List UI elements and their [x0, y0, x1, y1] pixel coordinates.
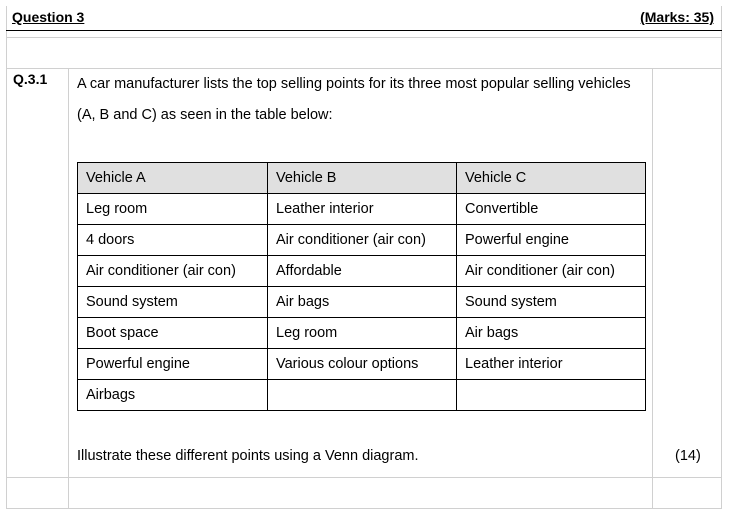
question-title: Question 3: [12, 9, 85, 25]
question-marks: (14): [675, 448, 701, 464]
column-header: Vehicle A: [78, 163, 268, 194]
question-intro: A car manufacturer lists the top selling points for its three most popular selling vehicles (A, B and C) as seen in the table below:: [77, 76, 631, 123]
table-cell: Air bags: [268, 287, 457, 318]
table-cell: Airbags: [78, 380, 268, 411]
table-row: [78, 318, 646, 349]
table-row: [78, 349, 646, 380]
table-cell: [457, 380, 646, 411]
grid-line-col-1: [68, 68, 69, 508]
table-cell: Affordable: [268, 256, 457, 287]
table-cell: Leg room: [78, 194, 268, 225]
table-row: [78, 380, 646, 411]
table-cell: Leather interior: [457, 349, 646, 380]
question-header: [6, 6, 722, 31]
table-cell: Sound system: [78, 287, 268, 318]
table-row: [78, 287, 646, 318]
table-cell: Air bags: [457, 318, 646, 349]
table-cell: Powerful engine: [78, 349, 268, 380]
question-instruction: Illustrate these different points using a Venn diagram.: [77, 448, 419, 464]
table-row: [78, 256, 646, 287]
table-cell: Convertible: [457, 194, 646, 225]
column-header: Vehicle B: [268, 163, 457, 194]
table-cell: Air conditioner (air con): [268, 225, 457, 256]
table-cell: Leather interior: [268, 194, 457, 225]
table-header-row: [78, 163, 646, 194]
table-cell: Leg room: [268, 318, 457, 349]
grid-line-row-3: [6, 477, 722, 478]
table-cell: Sound system: [457, 287, 646, 318]
table-cell: Various colour options: [268, 349, 457, 380]
table-cell: Boot space: [78, 318, 268, 349]
total-marks: (Marks: 35): [640, 9, 714, 25]
table-row: [78, 225, 646, 256]
grid-line-left: [6, 6, 7, 508]
table-cell: 4 doors: [78, 225, 268, 256]
table-cell: Powerful engine: [457, 225, 646, 256]
grid-line-right: [721, 6, 722, 508]
table-cell: Air conditioner (air con): [78, 256, 268, 287]
grid-line-row-1: [6, 37, 722, 38]
grid-line-col-2: [652, 68, 653, 508]
table-cell: [268, 380, 457, 411]
table-row: [78, 194, 646, 225]
column-header: Vehicle C: [457, 163, 646, 194]
table-cell: Air conditioner (air con): [457, 256, 646, 287]
grid-line-bottom: [6, 508, 722, 509]
vehicle-table: [77, 162, 646, 411]
question-number: Q.3.1: [13, 71, 48, 87]
